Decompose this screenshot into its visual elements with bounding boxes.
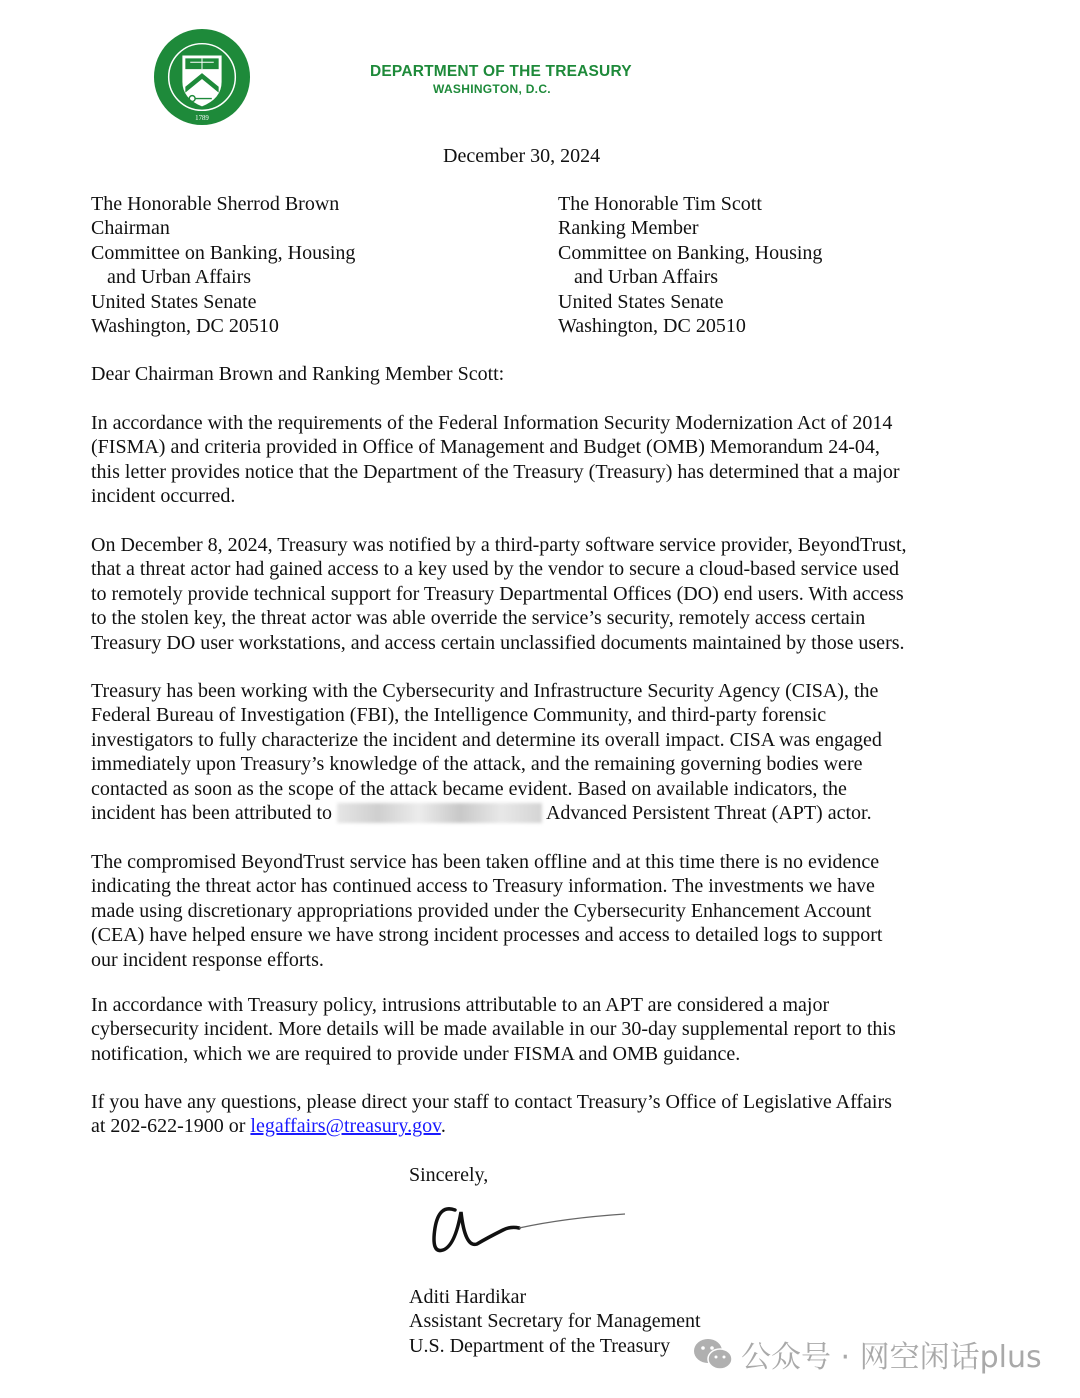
email-link[interactable]: legaffairs@treasury.gov <box>250 1115 441 1138</box>
paragraph-6: If you have any questions, please direct your staff to contact Treasury’s Office of Legislative Affairs at 202-622-1900 or legaffairs@treasury.gov. <box>91 1091 892 1138</box>
address-line: Washington, DC 20510 <box>91 314 279 337</box>
address-line: and Urban Affairs <box>574 266 719 289</box>
paragraph-2: On December 8, 2024, Treasury was notified by a third-party software service provider, BeyondTrust, that a threat actor had gained access to a key used by the vendor to secure a cloud-based service used to remotely provide technical support for Treasury Departmental Offices (DO) end users. With access to the stolen key, the threat actor was able override the service’s security, remotely access certain Treasury DO user workstations, and access certain unclassified documents maintained by those users. <box>91 534 907 654</box>
recipient-address-brown <box>91 192 355 338</box>
address-line: Washington, DC 20510 <box>558 314 746 337</box>
wechat-icon <box>693 1337 733 1371</box>
paragraph-4: The compromised BeyondTrust service has been taken offline and at this time there is no evidence indicating the threat actor has continued access to Treasury information. The investments we have made using discretionary appropriations provided under the Cybersecurity Enhancement Account (CEA) have helped ensure we have strong incident processes and access to detailed logs to support our incident response efforts. <box>91 851 883 971</box>
signer-org: U.S. Department of the Treasury <box>409 1334 671 1357</box>
letterhead-title: DEPARTMENT OF THE TREASURY <box>370 63 632 80</box>
svg-text:1789: 1789 <box>195 115 209 123</box>
paragraph-1: In accordance with the requirements of the Federal Information Security Modernization Act of 2014 (FISMA) and criteria provided in Office of Management and Budget (OMB) Memorandum 24-04, this letter provides notice that the Department of the Treasury (Treasury) has determined that a major incident occurred. <box>91 412 900 508</box>
address-line: The Honorable Sherrod Brown <box>91 193 340 215</box>
signer-title: Assistant Secretary for Management <box>409 1310 701 1333</box>
recipient-address-scott <box>558 192 822 338</box>
watermark: 公众号 · 网空闲话plus <box>693 1332 1042 1376</box>
letterhead-subtitle: WASHINGTON, D.C. <box>433 82 551 96</box>
address-line: Committee on Banking, Housing <box>91 241 356 264</box>
address-line: and Urban Affairs <box>107 266 252 289</box>
address-line: United States Senate <box>91 290 257 313</box>
paragraph-5: In accordance with Treasury policy, intrusions attributable to an APT are considered a major cybersecurity incident. More details will be made available in our 30-day supplemental report to this notification, which we are required to provide under FISMA and OMB guidance. <box>91 994 896 1065</box>
signature-icon <box>425 1198 635 1263</box>
treasury-seal-icon <box>153 28 251 126</box>
signer-name: Aditi Hardikar <box>409 1286 527 1308</box>
address-line: Chairman <box>91 217 170 240</box>
address-line: The Honorable Tim Scott <box>558 193 762 215</box>
address-line: Committee on Banking, Housing <box>558 241 823 264</box>
letter-date: December 30, 2024 <box>443 145 601 167</box>
address-line: United States Senate <box>558 290 724 313</box>
address-line: Ranking Member <box>558 217 699 240</box>
redacted-text-blur <box>337 803 542 823</box>
closing: Sincerely, <box>409 1164 489 1186</box>
paragraph-3: Treasury has been working with the Cybersecurity and Infrastructure Security Agency (CISA), the Federal Bureau of Investigation (FBI), the Intelligence Community, and third-party forensic investigators to fully characterize the incident and determine its overall impact. CISA was engaged immediately upon Treasury’s knowledge of the attack, and the remaining governing bodies were contacted as soon as the scope of the attack became evident. Based on available indicators, the incident has been attributed to Advanced Persistent Threat (APT) actor. <box>91 680 882 824</box>
salutation: Dear Chairman Brown and Ranking Member Scott: <box>91 363 505 385</box>
signature-block <box>409 1285 701 1358</box>
